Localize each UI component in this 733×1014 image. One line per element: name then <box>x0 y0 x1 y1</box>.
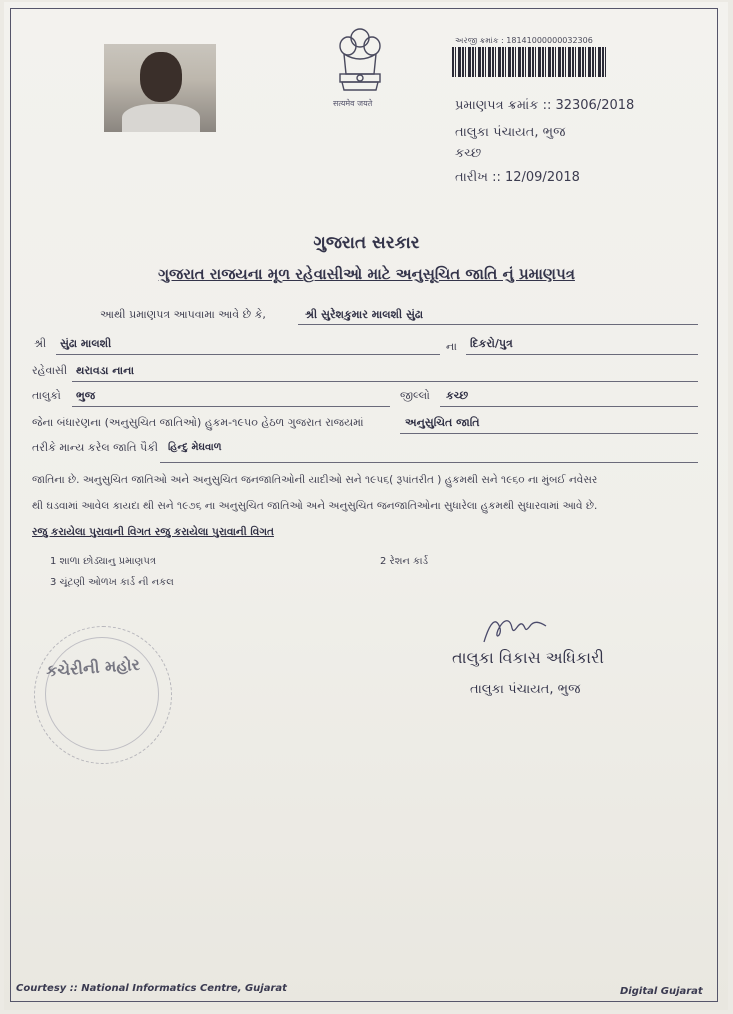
certificate-number-label: પ્રમાણપત્ર ક્રમાંક <box>455 98 539 113</box>
evidence-heading: રજુ કરાયેલા પુરાવાની વિગત રજુ કરાયેલા પુરાવાની વિગત <box>32 526 274 538</box>
evidence-item-2: 2 રેશન કાર્ડ <box>380 556 429 567</box>
village: થરાવડા નાના <box>76 364 135 377</box>
certificate-title: ગુજરાત રાજયના મૂળ રહેવાસીઓ માટે અનુસૂચિત જાતિ નું પ્રમાણપત્ર <box>158 265 575 283</box>
na-label: ના <box>446 340 457 353</box>
certificate-number: :: 32306/2018 <box>542 98 635 113</box>
relation-line <box>466 354 698 355</box>
footer-courtesy: Courtesy :: National Informatics Centre, Gujarat <box>16 983 287 994</box>
office-line-2: કચ્છ <box>455 146 482 161</box>
office-seal-text: કચેરીની મહોર <box>45 654 141 681</box>
recognized-label: તરીકે માન્ય કરેલ જાતિ પૈકી <box>32 441 159 454</box>
officer-title: તાલુકા વિકાસ અધિકારી <box>452 648 604 667</box>
intro-text: આથી પ્રમાણપત્ર આપવામા આવે છે કે, <box>100 308 266 321</box>
category: અનુસુચિત જાતિ <box>405 416 480 429</box>
photo-body <box>122 104 200 132</box>
date-row <box>455 170 580 185</box>
evidence-item-1: 1 શાળા છોડ્યાનુ પ્રમાણપત્ર <box>50 556 156 567</box>
body-line-2: થી ઘડવામાં આવેલ કાયદા થી સને ૧૯૭૬ ના અનુસુચિત જાતિઓ અને અનુસુચિત જનજાતિઓના સુધારેલા હુકમથી સુધારવામાં આવે છે. <box>32 500 598 512</box>
shri-label: શ્રી <box>34 337 47 350</box>
body-line-1: જાતિના છે. અનુસુચિત જાતિઓ અને અનુસુચિત જનજાતિઓની યાદીઓ સને ૧૯૫૬( રૂપાંતરીત ) હુકમથી સને ૧૯૬૦ ના મુંબઈ નવેસર <box>32 474 598 486</box>
district-label: જીલ્લો <box>400 389 430 402</box>
taluka-label: તાલુકો <box>32 389 61 402</box>
evidence-item-3: 3 ચૂંટણી ઓળખ કાર્ડ ની નકલ <box>50 577 174 588</box>
office-line-1: તાલુકા પંચાયત, ભુજ <box>455 125 566 140</box>
officer-office: તાલુકા પંચાયત, ભુજ <box>470 682 581 697</box>
footer-brand: Digital Gujarat <box>620 986 703 997</box>
holder-name-line <box>298 324 698 325</box>
caste: હિન્દુ મેઘવાળ <box>168 442 222 453</box>
applicant-photo <box>104 44 216 132</box>
government-title: ગુજરાત સરકાર <box>313 233 420 253</box>
resident-label: રહેવાસી <box>32 364 68 377</box>
relation: દિકરો/પુત્ર <box>470 337 513 350</box>
barcode <box>452 47 607 77</box>
certificate-number-row <box>455 98 634 113</box>
signature-scribble <box>480 612 550 646</box>
order-text: જેના બંધારણના (અનુસુચિત જાતિઓ) હુકમ-૧૯૫૦ હેઠળ ગુજરાત રાજયમાં <box>32 416 364 429</box>
date-value: :: 12/09/2018 <box>492 170 580 185</box>
application-number: અરજી ક્રમાંક : 18141000000032306 <box>455 36 593 45</box>
office-seal <box>34 626 172 764</box>
father-name-line <box>56 354 440 355</box>
category-line <box>400 433 698 434</box>
date-label: તારીખ <box>455 170 488 185</box>
office-seal-ring <box>45 637 159 751</box>
emblem-motto: सत्यमेव जयते <box>333 99 373 108</box>
taluka: ભુજ <box>76 389 96 402</box>
father-name: સુંઢા માલશી <box>60 337 112 350</box>
village-line <box>72 381 698 382</box>
district: કચ્છ <box>446 389 469 402</box>
district-line <box>440 406 698 407</box>
holder-name: શ્રી સુરેશકુમાર માલશી સુંઢા <box>305 308 424 321</box>
caste-line <box>160 462 698 463</box>
state-emblem-icon <box>330 24 390 96</box>
photo-head <box>140 52 182 102</box>
taluka-line <box>72 406 390 407</box>
